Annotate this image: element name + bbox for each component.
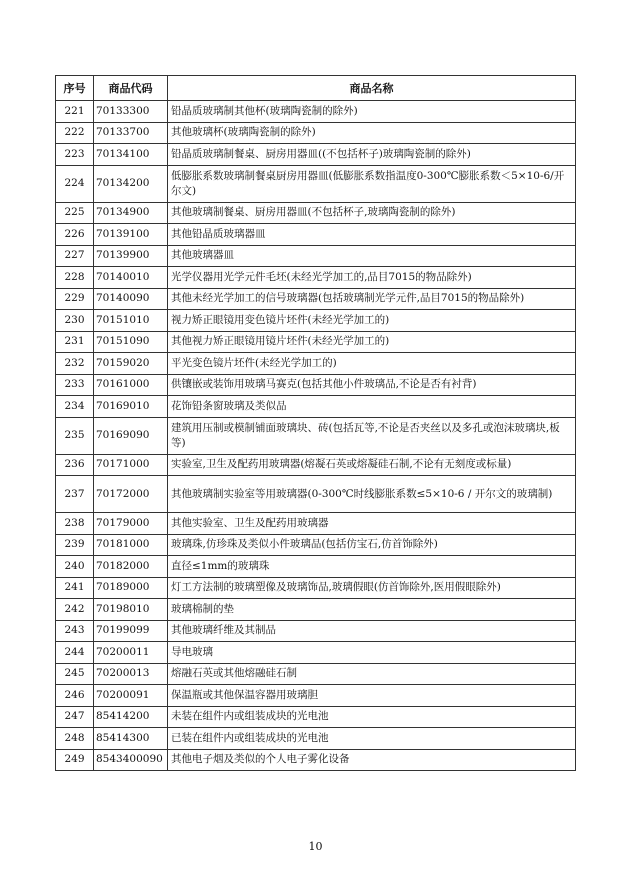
row-code: 70139100: [94, 224, 168, 246]
row-code: 70169090: [94, 417, 168, 454]
row-code: 70199099: [94, 620, 168, 642]
row-seq: 239: [56, 534, 94, 556]
page-number: 10: [308, 840, 323, 853]
row-seq: 244: [56, 642, 94, 664]
row-name: 导电玻璃: [168, 642, 576, 664]
row-name: 其他视力矫正眼镜用镜片坯件(未经光学加工的): [168, 331, 576, 353]
column-header-code: 商品代码: [94, 76, 168, 101]
row-name: 未装在组件内或组装成块的光电池: [168, 706, 576, 728]
row-code: 70182000: [94, 556, 168, 578]
row-seq: 233: [56, 374, 94, 396]
row-seq: 246: [56, 685, 94, 707]
row-name: 其他玻璃器皿: [168, 245, 576, 267]
row-seq: 224: [56, 165, 94, 202]
table-header: [56, 76, 576, 101]
row-seq: 231: [56, 331, 94, 353]
table-row: [56, 476, 576, 513]
table-row: [56, 620, 576, 642]
table-row: [56, 144, 576, 166]
row-name: 玻璃棉制的垫: [168, 599, 576, 621]
row-name: 视力矫正眼镜用变色镜片坯件(未经光学加工的): [168, 310, 576, 332]
table-row: [56, 224, 576, 246]
row-code: 8543400090: [94, 749, 168, 771]
row-code: 85414300: [94, 728, 168, 750]
row-name: 铅晶质玻璃制餐桌、厨房用器皿((不包括杯子)玻璃陶瓷制的除外): [168, 144, 576, 166]
header-row: [56, 76, 576, 101]
row-name: 其他玻璃纤维及其制品: [168, 620, 576, 642]
row-name: 建筑用压制或模制铺面玻璃块、砖(包括瓦等,不论是否夹丝以及多孔或泡沫玻璃块,板等): [168, 417, 576, 454]
row-seq: 222: [56, 122, 94, 144]
row-name: 实验室,卫生及配药用玻璃器(熔凝石英或熔凝硅石制,不论有无刻度或标量): [168, 454, 576, 476]
row-name: 其他玻璃制餐桌、厨房用器皿(不包括杯子,玻璃陶瓷制的除外): [168, 202, 576, 224]
table-row: [56, 599, 576, 621]
row-code: 70140010: [94, 267, 168, 289]
row-name: 其他实验室、卫生及配药用玻璃器: [168, 513, 576, 535]
row-code: 70151090: [94, 331, 168, 353]
table-row: [56, 374, 576, 396]
row-seq: 242: [56, 599, 94, 621]
row-name: 光学仪器用光学元件毛坯(未经光学加工的,品目7015的物品除外): [168, 267, 576, 289]
row-code: 70200013: [94, 663, 168, 685]
table-row: [56, 685, 576, 707]
row-seq: 225: [56, 202, 94, 224]
row-name: 直径≤1mm的玻璃珠: [168, 556, 576, 578]
row-name: 其他玻璃制实验室等用玻璃器(0-300℃时线膨胀系数≤5×10-6 / 开尔文的玻璃制): [168, 476, 576, 513]
row-code: 70139900: [94, 245, 168, 267]
table-row: [56, 288, 576, 310]
row-name: 平光变色镜片坯件(未经光学加工的): [168, 353, 576, 375]
table-row: [56, 577, 576, 599]
row-seq: 232: [56, 353, 94, 375]
table-row: [56, 353, 576, 375]
row-code: 70134100: [94, 144, 168, 166]
row-seq: 240: [56, 556, 94, 578]
row-name: 供镶嵌或装饰用玻璃马赛克(包括其他小件玻璃品,不论是否有衬背): [168, 374, 576, 396]
row-code: 70159020: [94, 353, 168, 375]
row-name: 玻璃珠,仿珍珠及类似小件玻璃品(包括仿宝石,仿首饰除外): [168, 534, 576, 556]
row-seq: 228: [56, 267, 94, 289]
table-row: [56, 101, 576, 123]
row-name: 已装在组件内或组装成块的光电池: [168, 728, 576, 750]
row-code: 70140090: [94, 288, 168, 310]
row-seq: 238: [56, 513, 94, 535]
table-row: [56, 728, 576, 750]
row-code: 70179000: [94, 513, 168, 535]
row-seq: 229: [56, 288, 94, 310]
row-code: 70134200: [94, 165, 168, 202]
row-seq: 234: [56, 396, 94, 418]
row-code: 70181000: [94, 534, 168, 556]
row-code: 70171000: [94, 454, 168, 476]
column-header-name: 商品名称: [168, 76, 576, 101]
row-seq: 223: [56, 144, 94, 166]
row-name: 灯工方法制的玻璃塑像及玻璃饰品,玻璃假眼(仿首饰除外,医用假眼除外): [168, 577, 576, 599]
row-code: 85414200: [94, 706, 168, 728]
table-row: [56, 749, 576, 771]
row-seq: 247: [56, 706, 94, 728]
row-name: 其他未经光学加工的信号玻璃器(包括玻璃制光学元件,品目7015的物品除外): [168, 288, 576, 310]
row-code: 70169010: [94, 396, 168, 418]
table-row: [56, 122, 576, 144]
table-row: [56, 642, 576, 664]
row-name: 其他铅晶质玻璃器皿: [168, 224, 576, 246]
row-seq: 245: [56, 663, 94, 685]
row-seq: 249: [56, 749, 94, 771]
table-row: [56, 396, 576, 418]
table-row: [56, 165, 576, 202]
row-name: 花饰铅条窗玻璃及类似品: [168, 396, 576, 418]
row-seq: 236: [56, 454, 94, 476]
table-row: [56, 310, 576, 332]
column-header-seq: 序号: [56, 76, 94, 101]
row-name: 低膨胀系数玻璃制餐桌厨房用器皿(低膨胀系数指温度0-300℃膨胀系数＜5×10-6/开尔文): [168, 165, 576, 202]
table-row: [56, 202, 576, 224]
row-code: 70133700: [94, 122, 168, 144]
row-code: 70200011: [94, 642, 168, 664]
row-code: 70134900: [94, 202, 168, 224]
row-seq: 230: [56, 310, 94, 332]
row-seq: 235: [56, 417, 94, 454]
table-row: [56, 267, 576, 289]
row-code: 70189000: [94, 577, 168, 599]
table-row: [56, 556, 576, 578]
table-row: [56, 417, 576, 454]
row-seq: 237: [56, 476, 94, 513]
row-name: 其他玻璃杯(玻璃陶瓷制的除外): [168, 122, 576, 144]
row-code: 70133300: [94, 101, 168, 123]
row-name: 保温瓶或其他保温容器用玻璃胆: [168, 685, 576, 707]
table-row: [56, 245, 576, 267]
row-code: 70161000: [94, 374, 168, 396]
table-row: [56, 706, 576, 728]
row-seq: 221: [56, 101, 94, 123]
table-row: [56, 513, 576, 535]
table-row: [56, 454, 576, 476]
row-seq: 226: [56, 224, 94, 246]
row-seq: 227: [56, 245, 94, 267]
row-name: 其他电子烟及类似的个人电子雾化设备: [168, 749, 576, 771]
table-row: [56, 534, 576, 556]
row-code: 70198010: [94, 599, 168, 621]
row-seq: 243: [56, 620, 94, 642]
row-code: 70151010: [94, 310, 168, 332]
row-code: 70200091: [94, 685, 168, 707]
row-name: 熔融石英或其他熔融硅石制: [168, 663, 576, 685]
goods-table: [55, 75, 576, 771]
table-row: [56, 663, 576, 685]
row-name: 铅晶质玻璃制其他杯(玻璃陶瓷制的除外): [168, 101, 576, 123]
row-seq: 248: [56, 728, 94, 750]
row-code: 70172000: [94, 476, 168, 513]
table-body: [56, 101, 576, 771]
row-seq: 241: [56, 577, 94, 599]
table-row: [56, 331, 576, 353]
